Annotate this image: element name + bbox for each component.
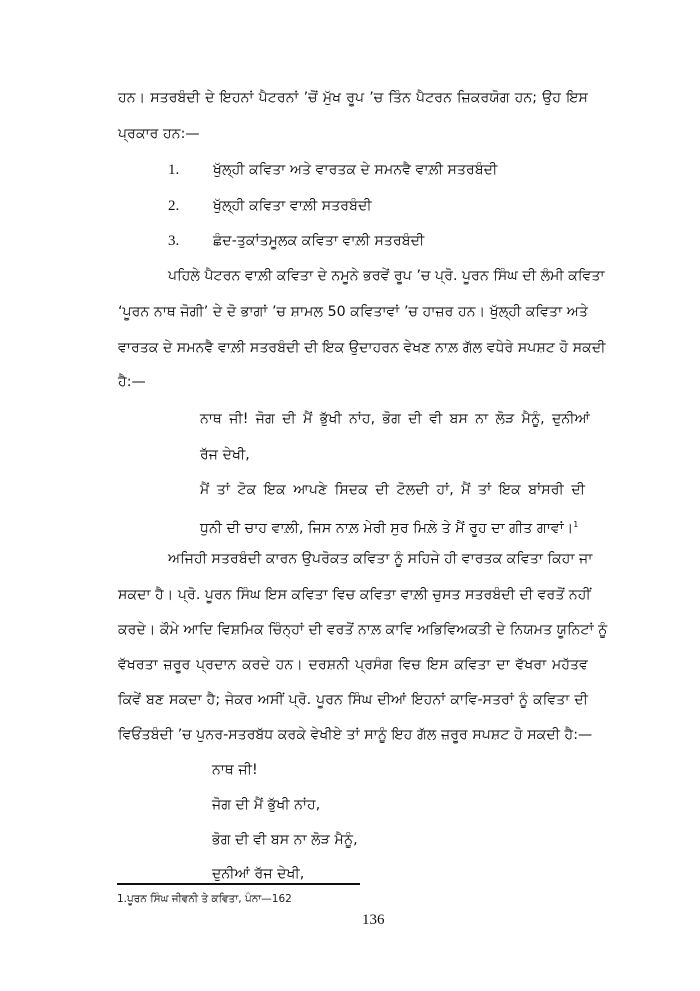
quote-line: ਭੋਗ ਦੀ ਵੀ ਬਸ ਨਾ ਲੋੜ ਮੈਨੂੰ,: [212, 832, 358, 848]
body-text-line: ਕਿਵੇਂ ਬਣ ਸਕਦਾ ਹੈ; ਜੇਕਰ ਅਸੀਂ ਪ੍ਰੋ. ਪੂਰਨ ਸਿੰਘ ਦੀਆਂ ਇਹਨਾਂ ਕਾਵਿ-ਸਤਰਾਂ ਨੂੰ ਕਵਿਤਾ ਦੀ: [118, 692, 588, 708]
list-number: 3.: [168, 233, 180, 249]
quote-line: ਰੱਜ ਦੇਖੀ,: [200, 447, 250, 463]
footnote-ref: 1: [573, 520, 579, 529]
body-text-line: ਵਾਰਤਕ ਦੇ ਸਮਨਵੈ ਵਾਲ਼ੀ ਸਤਰਬੰਦੀ ਦੀ ਇਕ ਉਦਾਹਰਨ ਵੇਖਣ ਨਾਲ਼ ਗੱਲ ਵਧੇਰੇ ਸਪਸ਼ਟ ਹੋ ਸਕਦੀ: [118, 340, 606, 356]
quote-line: ਦੁਨੀਆਂ ਰੱਜ ਦੇਖੀ,: [212, 866, 305, 882]
body-text-line: ‘ਪੂਰਨ ਨਾਥ ਜੋਗੀ’ ਦੇ ਦੋ ਭਾਗਾਂ ’ਚ ਸ਼ਾਮਲ 50 ਕਵਿਤਾਵਾਂ ’ਚ ਹਾਜ਼ਰ ਹਨ। ਖੁੱਲ੍ਹੀ ਕਵਿਤਾ ਅਤੇ: [118, 304, 588, 320]
body-text-line: ਹਨ। ਸਤਰਬੰਦੀ ਦੇ ਇਹਨਾਂ ਪੈਟਰਨਾਂ ’ਚੋਂ ਮੁੱਖ ਰੂਪ ’ਚ ਤਿੰਨ ਪੈਟਰਨ ਜ਼ਿਕਰਯੋਗ ਹਨ; ਉਹ ਇਸ: [118, 90, 588, 106]
list-item-text: ਛੰਦ-ਤੁਕਾਂਤਮੂਲਕ ਕਵਿਤਾ ਵਾਲ਼ੀ ਸਤਰਬੰਦੀ: [213, 233, 425, 249]
body-text-line: ਸਕਦਾ ਹੈ। ਪ੍ਰੋ. ਪੂਰਨ ਸਿੰਘ ਇਸ ਕਵਿਤਾ ਵਿਚ ਕਵਿਤਾ ਵਾਲ਼ੀ ਚੁਸਤ ਸਤਰਬੰਦੀ ਦੀ ਵਰਤੋਂ ਨਹੀਂ: [118, 587, 591, 603]
quote-line: ਮੈਂ ਤਾਂ ਟੋਕ ਇਕ ਆਪਣੇ ਸਿਦਕ ਦੀ ਟੋਲਦੀ ਹਾਂ, ਮੈਂ ਤਾਂ ਇਕ ਬਾਂਸਰੀ ਦੀ: [200, 482, 585, 498]
body-text-line: ਕਰਦੇ। ਕੌਮੇ ਆਦਿ ਵਿਸ਼ਮਿਕ ਚਿੰਨ੍ਹਾਂ ਦੀ ਵਰਤੋਂ ਨਾਲ਼ ਕਾਵਿ ਅਭਿਵਿਅਕਤੀ ਦੇ ਨਿਯਮਤ ਯੂਨਿਟਾਂ ਨੂੰ: [118, 622, 608, 638]
quote-text: ਧੁਨੀ ਦੀ ਚਾਹ ਵਾਲ਼ੀ, ਜਿਸ ਨਾਲ਼ ਮੇਰੀ ਸੁਰ ਮਿਲ਼ੇ ਤੇ ਮੈਂ ਰੂਹ ਦਾ ਗੀਤ ਗਾਵਾਂ।: [200, 520, 574, 537]
quote-line: ਜੋਗ ਦੀ ਮੈਂ ਭੁੱਖੀ ਨਾਂਹ,: [212, 797, 321, 813]
list-number: 1.: [168, 162, 180, 178]
footnote-divider: [117, 883, 360, 885]
list-item-text: ਖੁੱਲ੍ਹੀ ਕਵਿਤਾ ਵਾਲ਼ੀ ਸਤਰਬੰਦੀ: [213, 198, 372, 214]
footnote: 1.ਪੂਰਨ ਸਿੰਘ ਜੀਵਨੀ ਤੇ ਕਵਿਤਾ, ਪੰਨਾ—162: [117, 893, 292, 905]
quote-line: ਨਾਥ ਜੀ!: [212, 762, 258, 778]
list-number: 2.: [168, 198, 180, 214]
list-item: [168, 196, 638, 216]
list-item: [168, 160, 638, 180]
body-text-line: ਅਜਿਹੀ ਸਤਰਬੰਦੀ ਕਾਰਨ ਉਪਰੋਕਤ ਕਵਿਤਾ ਨੂੰ ਸਹਿਜੇ ਹੀ ਵਾਰਤਕ ਕਵਿਤਾ ਕਿਹਾ ਜਾ: [168, 551, 593, 567]
page-number: 136: [362, 912, 385, 928]
body-text-line: ਪਹਿਲੇ ਪੈਟਰਨ ਵਾਲ਼ੀ ਕਵਿਤਾ ਦੇ ਨਮੂਨੇ ਭਰਵੇਂ ਰੂਪ ’ਚ ਪ੍ਰੋ. ਪੂਰਨ ਸਿੰਘ ਦੀ ਲੰਮੀ ਕਵਿਤਾ: [168, 268, 605, 284]
body-text-line: ਹੈ:—: [118, 374, 146, 390]
list-item-text: ਖੁੱਲ੍ਹੀ ਕਵਿਤਾ ਅਤੇ ਵਾਰਤਕ ਦੇ ਸਮਨਵੈ ਵਾਲ਼ੀ ਸਤਰਬੰਦੀ: [213, 162, 498, 178]
quote-line: ਨਾਥ ਜੀ! ਜੋਗ ਦੀ ਮੈਂ ਭੁੱਖੀ ਨਾਂਹ, ਭੋਗ ਦੀ ਵੀ ਬਸ ਨਾ ਲੋੜ ਮੈਨੂੰ, ਦੁਨੀਆਂ: [200, 411, 590, 427]
list-item: [168, 231, 638, 251]
body-text-line: ਵੱਖਰਤਾ ਜ਼ਰੂਰ ਪ੍ਰਦਾਨ ਕਰਦੇ ਹਨ। ਦਰਸ਼ਨੀ ਪ੍ਰਸੰਗ ਵਿਚ ਇਸ ਕਵਿਤਾ ਦਾ ਵੱਖਰਾ ਮਹੱਤਵ: [118, 657, 588, 673]
body-text-line: ਪ੍ਰਕਾਰ ਹਨ:—: [118, 126, 200, 142]
body-text-line: ਵਿਓਂਤਬੰਦੀ ’ਚ ਪੁਨਰ-ਸਤਰਬੱਧ ਕਰਕੇ ਵੇਖੀਏ ਤਾਂ ਸਾਨੂੰ ਇਹ ਗੱਲ ਜ਼ਰੂਰ ਸਪਸ਼ਟ ਹੋ ਸਕਦੀ ਹੈ:—: [118, 727, 593, 743]
quote-line: [200, 515, 670, 539]
